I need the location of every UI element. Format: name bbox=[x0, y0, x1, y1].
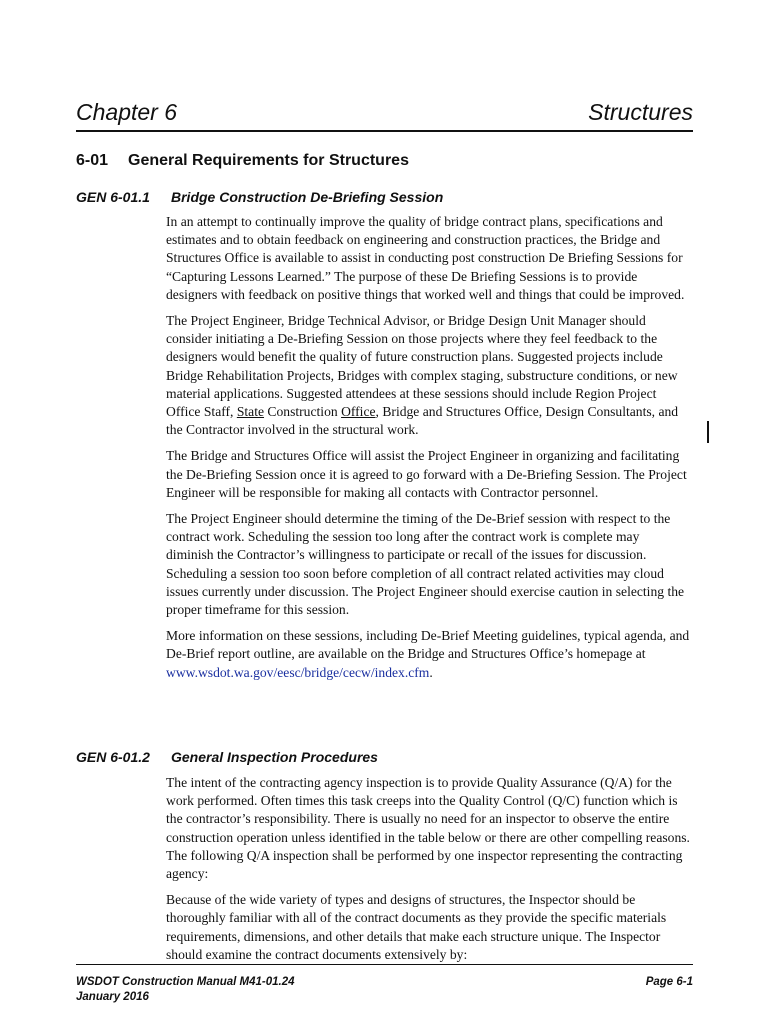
section-title: General Requirements for Structures bbox=[128, 152, 409, 169]
underlined-office: Office bbox=[341, 404, 376, 420]
paragraph-text: The Project Engineer, Bridge Technical Advisor, or Bridge Design Unit Manager should consider initiating a De-Briefing Session on those projects where they feel feedback to the designers would benefit the quality of future construction plans. Suggested projects include Bridge Rehabilitation Projects, Bridges with complex staging, substructure conditions, or new material applications. Suggested attendees at these sessions should include Region Project Office Staff, bbox=[166, 313, 678, 420]
underlined-state: State bbox=[236, 404, 265, 420]
gen-6-01-1-paragraph-4: The Project Engineer should determine the timing of the De-Brief session with respect to the contract work. Scheduling the session too long after the contract work is complete may diminish the Contractor’s willingness to participate or recall of the issues for discussion. Scheduling a session too soon before completion of all contract related activities may cloud issues currently under discussion. The Project Engineer should exercise caution in selecting the proper timeframe for this session. bbox=[166, 511, 685, 618]
gen-6-01-2-heading bbox=[76, 748, 378, 766]
header-rule bbox=[76, 130, 693, 132]
section-heading bbox=[76, 151, 409, 171]
gen-6-01-1-paragraph-3: The Bridge and Structures Office will assist the Project Engineer in organizing and facilitating the De-Briefing Session once it is agreed to go forward with a De-Briefing Session. The Project Engineer will be responsible for making all contacts with Contractor personnel. bbox=[166, 448, 687, 500]
gen-6-01-1-paragraph-1: In an attempt to continually improve the quality of bridge contract plans, specifications and estimates and to obtain feedback on engineering and construction practices, the Bridge and Structures Office is available to assist in conducting post construction De Briefing Sessions for “Capturing Lessons Learned.” The purpose of these De Briefing Sessions is to provide designers with feedback on positive things that worked well and things that could be improved. bbox=[166, 214, 685, 302]
gen-6-01-1-heading bbox=[76, 188, 443, 206]
gen-6-01-2-paragraph-2: Because of the wide variety of types and designs of structures, the Inspector should be thoroughly familiar with all of the contract documents as they provide the specific materials requirements, dimensions, and other details that make each structure unique. The Inspector should examine the contract documents extensively by: bbox=[166, 892, 667, 962]
gen-6-01-1-paragraph-5 bbox=[166, 627, 690, 682]
paragraph-text: Construction bbox=[264, 404, 342, 420]
section-number: 6-01 bbox=[76, 152, 109, 169]
chapter-title: Structures bbox=[588, 99, 693, 125]
footer-date: January 2016 bbox=[76, 991, 149, 1003]
paragraph-text: , Bridge and Structures Office, Design Consultants, and the Contractor involved in the structural work. bbox=[166, 404, 679, 438]
chapter-header bbox=[76, 98, 693, 128]
gen-6-01-2-body bbox=[166, 774, 690, 972]
gen-6-01-1-body bbox=[166, 213, 690, 690]
gen-6-01-1-paragraph-2 bbox=[166, 312, 690, 439]
gen-6-01-2-title: General Inspection Procedures bbox=[171, 749, 378, 765]
gen-6-01-2-paragraph-1: The intent of the contracting agency inspection is to provide Quality Assurance (Q/A) for the work performed. Often times this task creeps into the Quality Control (Q/C) function which is the contractor’s responsibility. There is usually no need for an inspector to observe the entire construction operation unless identified in the table below or there are other compelling reasons. The following Q/A inspection shall be performed by one inspector representing the contracting agency: bbox=[166, 775, 690, 882]
gen-6-01-1-title: Bridge Construction De-Briefing Session bbox=[171, 189, 444, 205]
footer-manual: WSDOT Construction Manual M41-01.24 bbox=[76, 976, 295, 988]
gen-6-01-2-number: GEN 6-01.2 bbox=[76, 749, 150, 765]
footer-rule bbox=[76, 964, 693, 965]
paragraph-text: More information on these sessions, including De-Brief Meeting guidelines, typical agenda, and De-Brief report outline, are available on the Bridge and Structures Office’s homepage at bbox=[166, 628, 690, 662]
footer-left bbox=[76, 975, 295, 1005]
gen-6-01-1-number: GEN 6-01.1 bbox=[76, 189, 150, 205]
bridge-office-homepage-link[interactable]: www.wsdot.wa.gov/eesc/bridge/cecw/index.cfm bbox=[166, 664, 430, 680]
revision-change-bar bbox=[707, 421, 709, 443]
chapter-number: Chapter 6 bbox=[76, 99, 178, 125]
paragraph-text: . bbox=[429, 664, 433, 680]
footer-page-number: Page 6-1 bbox=[645, 976, 693, 988]
